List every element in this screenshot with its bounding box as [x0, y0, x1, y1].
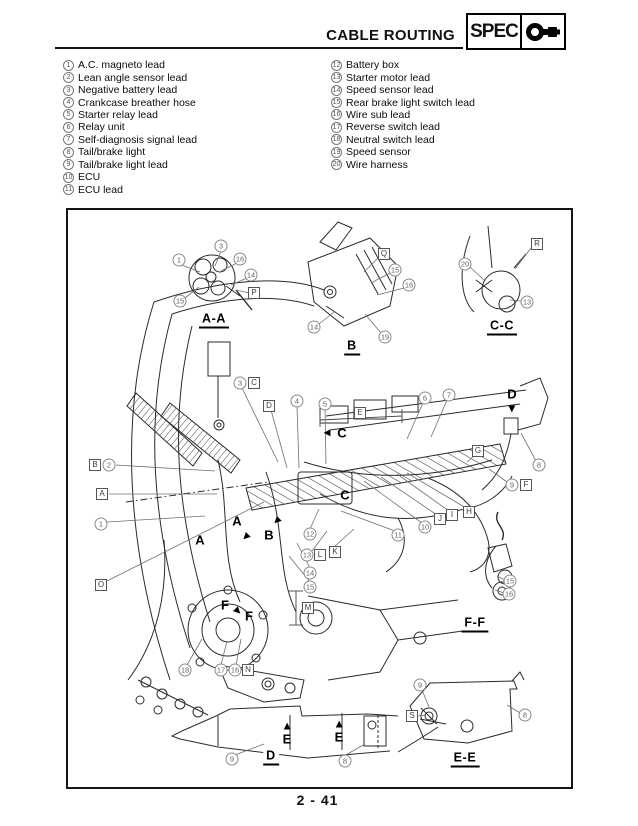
legend-number-icon: 10	[64, 173, 73, 181]
callout-number-16: 16	[403, 279, 416, 292]
callout-number-12: 12	[304, 528, 317, 541]
callout-number-14: 14	[308, 321, 321, 334]
section-letter-F: F	[221, 597, 229, 613]
page-title: CABLE ROUTING	[326, 27, 455, 44]
legend-label: Wire sub lead	[346, 108, 411, 121]
legend-item-8	[63, 146, 323, 158]
legend-item-4	[63, 96, 323, 108]
legend-number-icon: 15	[332, 99, 341, 107]
legend-label: ECU lead	[78, 183, 123, 196]
legend-label: Crankcase breather hose	[78, 96, 196, 109]
callout-number-13: 13	[521, 296, 534, 309]
callout-number-3: 3	[234, 377, 247, 390]
legend-item-10	[63, 171, 323, 183]
section-arrow-icon-180: ▶	[323, 428, 331, 439]
section-letter-E: E	[282, 731, 292, 747]
section-letter-B: B	[264, 527, 274, 543]
legend-label: Negative battery lead	[78, 84, 178, 97]
legend-item-1	[63, 59, 323, 71]
legend-item-9	[63, 159, 323, 171]
callout-number-18: 18	[179, 664, 192, 677]
legend-item-13	[331, 71, 591, 83]
legend-number-icon: 19	[332, 148, 341, 156]
legend-number-icon: 2	[63, 72, 74, 83]
legend-item-5	[63, 109, 323, 121]
section-arrow-icon-90: ▶	[507, 405, 518, 413]
legend-item-15	[331, 96, 591, 108]
spec-tab-label: SPEC	[468, 15, 522, 48]
callout-number-15: 15	[174, 295, 187, 308]
callout-box-I: I	[446, 509, 458, 521]
legend-label: Battery box	[346, 59, 400, 72]
legend-label: Tail/brake light lead	[78, 158, 168, 171]
callout-number-20: 20	[459, 258, 472, 271]
legend-label: Self-diagnosis signal lead	[78, 133, 198, 146]
legend-item-19	[331, 146, 591, 158]
section-letter-C: C	[337, 425, 347, 441]
callout-number-17: 17	[215, 664, 228, 677]
callout-number-13: 13	[301, 549, 314, 562]
page-number: 2 - 41	[296, 792, 339, 808]
legend-number-icon: 5	[63, 109, 74, 120]
legend-label: Starter relay lead	[78, 108, 158, 121]
section-letter-D: D	[507, 386, 517, 402]
legend-number-icon: 20	[332, 161, 341, 169]
callout-number-7: 7	[443, 389, 456, 402]
legend-label: ECU	[78, 171, 101, 184]
legend-number-icon: 6	[63, 122, 74, 133]
legend-label: Reverse switch lead	[346, 121, 440, 134]
legend-label: Rear brake light switch lead	[346, 96, 475, 109]
callout-number-16: 16	[234, 253, 247, 266]
section-label-B: B	[344, 339, 360, 356]
callout-box-Q: Q	[378, 248, 390, 260]
legend-number-icon: 1	[63, 60, 74, 71]
section-letter-A: A	[232, 513, 242, 529]
legend-label: Tail/brake light	[78, 146, 146, 159]
legend-label: Neutral switch lead	[346, 133, 435, 146]
section-label-A-A: A-A	[199, 312, 229, 329]
callout-number-15: 15	[504, 575, 517, 588]
callout-number-1: 1	[173, 254, 186, 267]
legend-label: Speed sensor	[346, 146, 411, 159]
legend-item-16	[331, 109, 591, 121]
callout-box-R: R	[531, 238, 543, 250]
callout-box-H: H	[463, 506, 475, 518]
section-label-C-C: C-C	[487, 319, 517, 336]
section-label-F-F: F-F	[461, 616, 488, 633]
callout-number-16: 16	[503, 588, 516, 601]
callout-number-14: 14	[304, 567, 317, 580]
section-arrow-icon-270: ▶	[333, 720, 344, 728]
callout-box-L: L	[314, 549, 326, 561]
callout-number-16: 16	[229, 664, 242, 677]
legend-number-icon: 13	[332, 74, 341, 82]
callout-box-A: A	[96, 488, 108, 500]
legend-column-right	[331, 59, 591, 171]
legend-label: Wire harness	[346, 158, 408, 171]
legend-item-3	[63, 84, 323, 96]
callout-box-P: P	[248, 287, 260, 299]
legend-item-2	[63, 71, 323, 83]
legend-label: Starter motor lead	[346, 71, 431, 84]
callout-box-G: G	[472, 445, 484, 457]
section-arrow-icon-135: ▶	[271, 515, 284, 528]
section-letter-C: C	[340, 487, 350, 503]
callout-number-15: 15	[304, 581, 317, 594]
section-arrow-icon-45: ▶	[232, 604, 245, 617]
callout-number-19: 19	[379, 331, 392, 344]
legend-number-icon: 14	[332, 86, 341, 94]
callout-number-9: 9	[414, 679, 427, 692]
legend-item-12	[331, 59, 591, 71]
legend-number-icon: 4	[63, 97, 74, 108]
legend-item-18	[331, 134, 591, 146]
callout-number-3: 3	[215, 240, 228, 253]
callout-number-9: 9	[226, 753, 239, 766]
callout-box-J: J	[434, 513, 446, 525]
callout-number-9: 9	[506, 479, 519, 492]
legend-number-icon: 8	[63, 147, 74, 158]
legend-label: Lean angle sensor lead	[78, 71, 188, 84]
callout-box-E: E	[354, 407, 366, 419]
callout-number-11: 11	[392, 529, 405, 542]
callout-number-8: 8	[339, 755, 352, 768]
legend-number-icon: 11	[64, 186, 73, 194]
callout-box-F: F	[520, 479, 532, 491]
callout-box-C: C	[248, 377, 260, 389]
callout-number-4: 4	[291, 395, 304, 408]
section-arrow-icon-135: ▶	[240, 531, 253, 544]
callout-box-B: B	[89, 459, 101, 471]
callout-box-D: D	[263, 400, 275, 412]
legend-item-6	[63, 121, 323, 133]
legend-item-11	[63, 183, 323, 195]
section-letter-A: A	[195, 532, 205, 548]
legend-column-left	[63, 59, 323, 196]
micrometer-icon	[522, 15, 564, 48]
callout-number-1: 1	[95, 518, 108, 531]
section-label-D: D	[263, 749, 279, 766]
callouts-layer	[68, 210, 571, 787]
callout-number-5: 5	[319, 398, 332, 411]
callout-number-15: 15	[389, 264, 402, 277]
callout-number-8: 8	[519, 709, 532, 722]
legend-item-14	[331, 84, 591, 96]
legend-label: Relay unit	[78, 121, 125, 134]
legend-number-icon: 3	[63, 85, 74, 96]
section-arrow-icon-270: ▶	[281, 722, 292, 730]
section-label-E-E: E-E	[451, 751, 480, 768]
callout-number-6: 6	[419, 392, 432, 405]
section-letter-F: F	[245, 608, 253, 624]
callout-box-N: N	[242, 664, 254, 676]
legend-number-icon: 9	[63, 159, 74, 170]
legend-number-icon: 17	[332, 123, 341, 131]
legend-number-icon: 12	[332, 61, 341, 69]
callout-box-O: O	[95, 579, 107, 591]
callout-number-2: 2	[103, 459, 116, 472]
callout-number-8: 8	[533, 459, 546, 472]
spec-tab	[466, 13, 566, 50]
cable-routing-figure	[66, 208, 573, 789]
title-rule	[55, 47, 463, 49]
legend-item-7	[63, 134, 323, 146]
legend-label: A.C. magneto lead	[78, 59, 165, 72]
callout-box-K: K	[329, 546, 341, 558]
legend-item-20	[331, 159, 591, 171]
legend-number-icon: 7	[63, 134, 74, 145]
callout-box-S: S	[406, 710, 418, 722]
legend-number-icon: 16	[332, 111, 341, 119]
legend-number-icon: 18	[332, 136, 341, 144]
callout-number-14: 14	[245, 269, 258, 282]
legend-label: Speed sensor lead	[346, 84, 434, 97]
callout-number-10: 10	[419, 521, 432, 534]
legend-item-17	[331, 121, 591, 133]
callout-box-M: M	[302, 602, 314, 614]
section-letter-E: E	[334, 729, 344, 745]
